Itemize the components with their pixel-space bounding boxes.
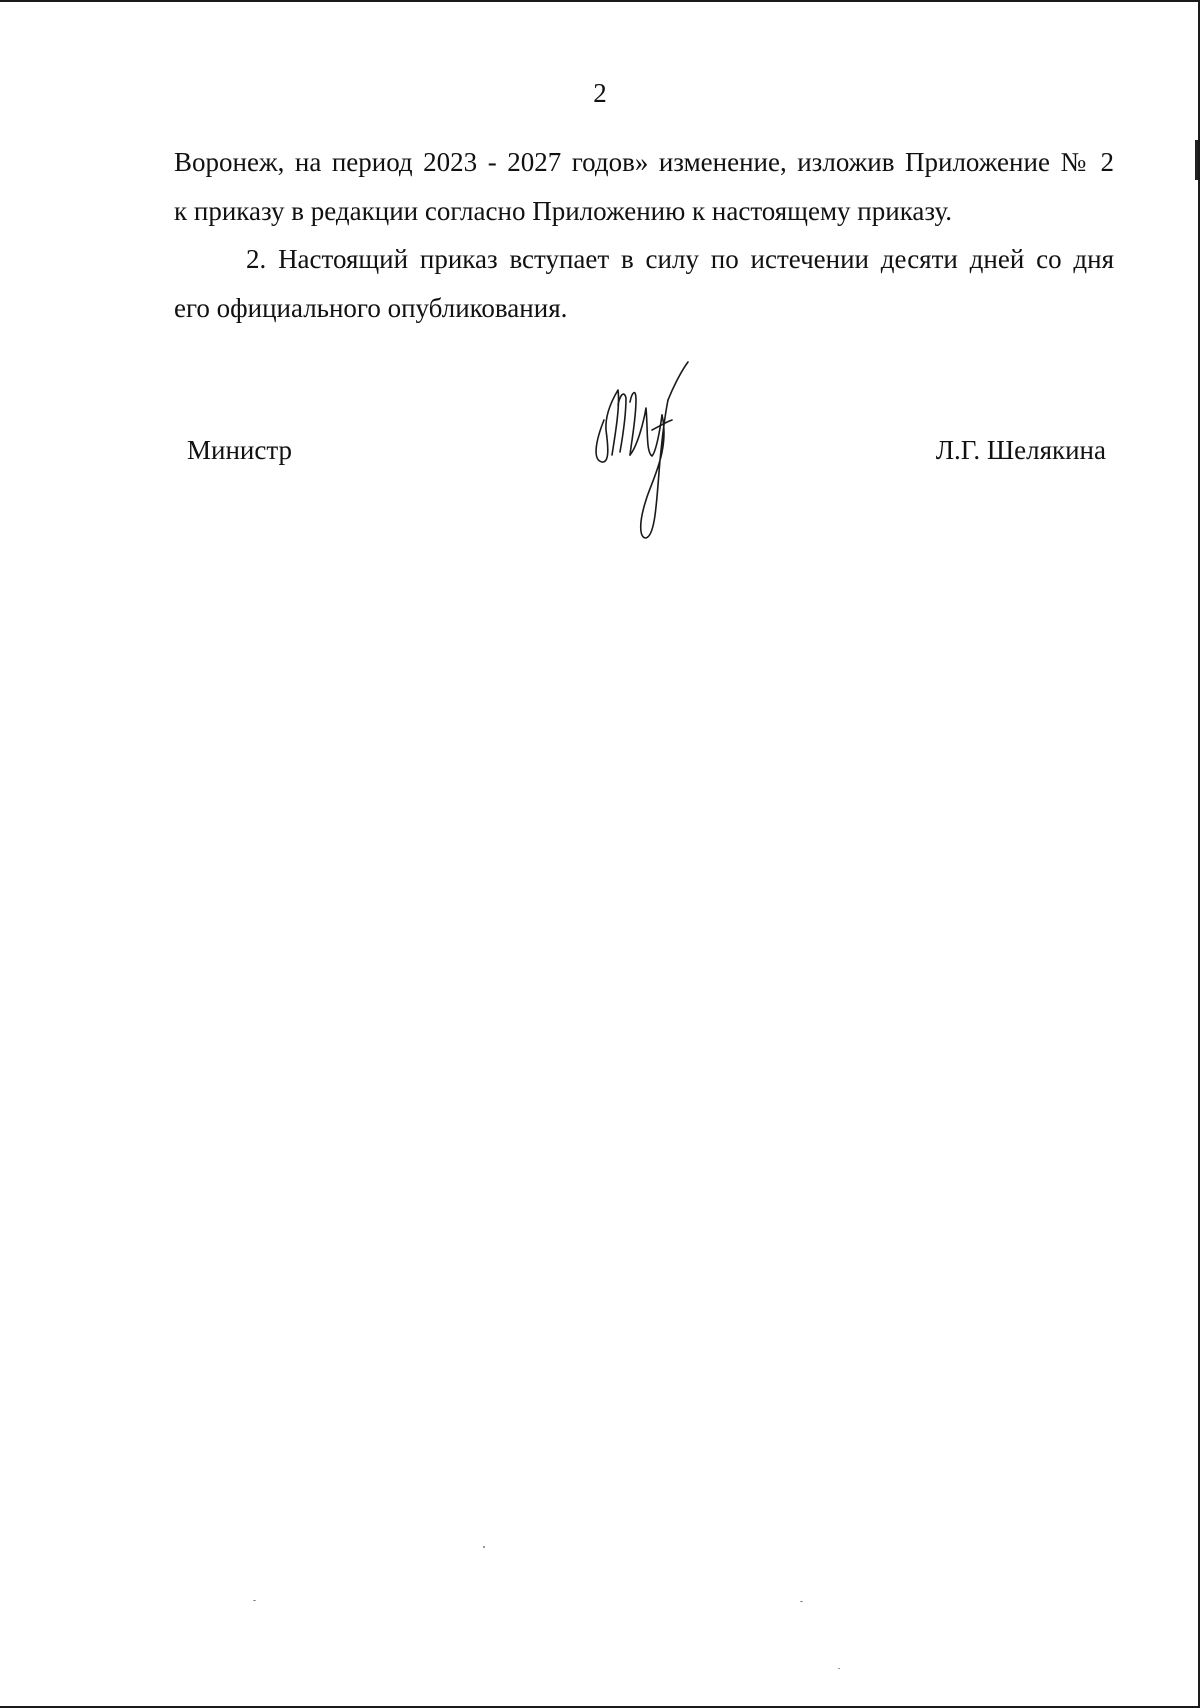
scan-edge-mark <box>1195 140 1198 180</box>
handwritten-signature <box>590 360 720 545</box>
text-line: его официального опубликования. <box>174 292 568 323</box>
signatory-position: Министр <box>187 435 292 465</box>
signatory-name: Л.Г. Шелякина <box>935 435 1106 465</box>
text-line: 2. Настоящий приказ вступает в силу по истечении десяти дней со дня <box>246 244 1114 274</box>
scan-speck <box>800 1601 803 1602</box>
document-body <box>174 138 1114 332</box>
scan-speck <box>838 1668 840 1669</box>
paragraph-item-2 <box>174 235 1114 332</box>
scan-speck <box>483 1546 485 1548</box>
text-line: к приказу в редакции согласно Приложению к настоящему приказу. <box>174 195 953 226</box>
paragraph-continuation <box>174 138 1114 235</box>
page-number: 2 <box>593 78 607 108</box>
scan-speck <box>253 1600 256 1601</box>
text-line: Воронеж, на период 2023 - 2027 годов» изменение, изложив Приложение № 2 <box>174 147 1114 177</box>
scan-border-top <box>0 0 1200 2</box>
